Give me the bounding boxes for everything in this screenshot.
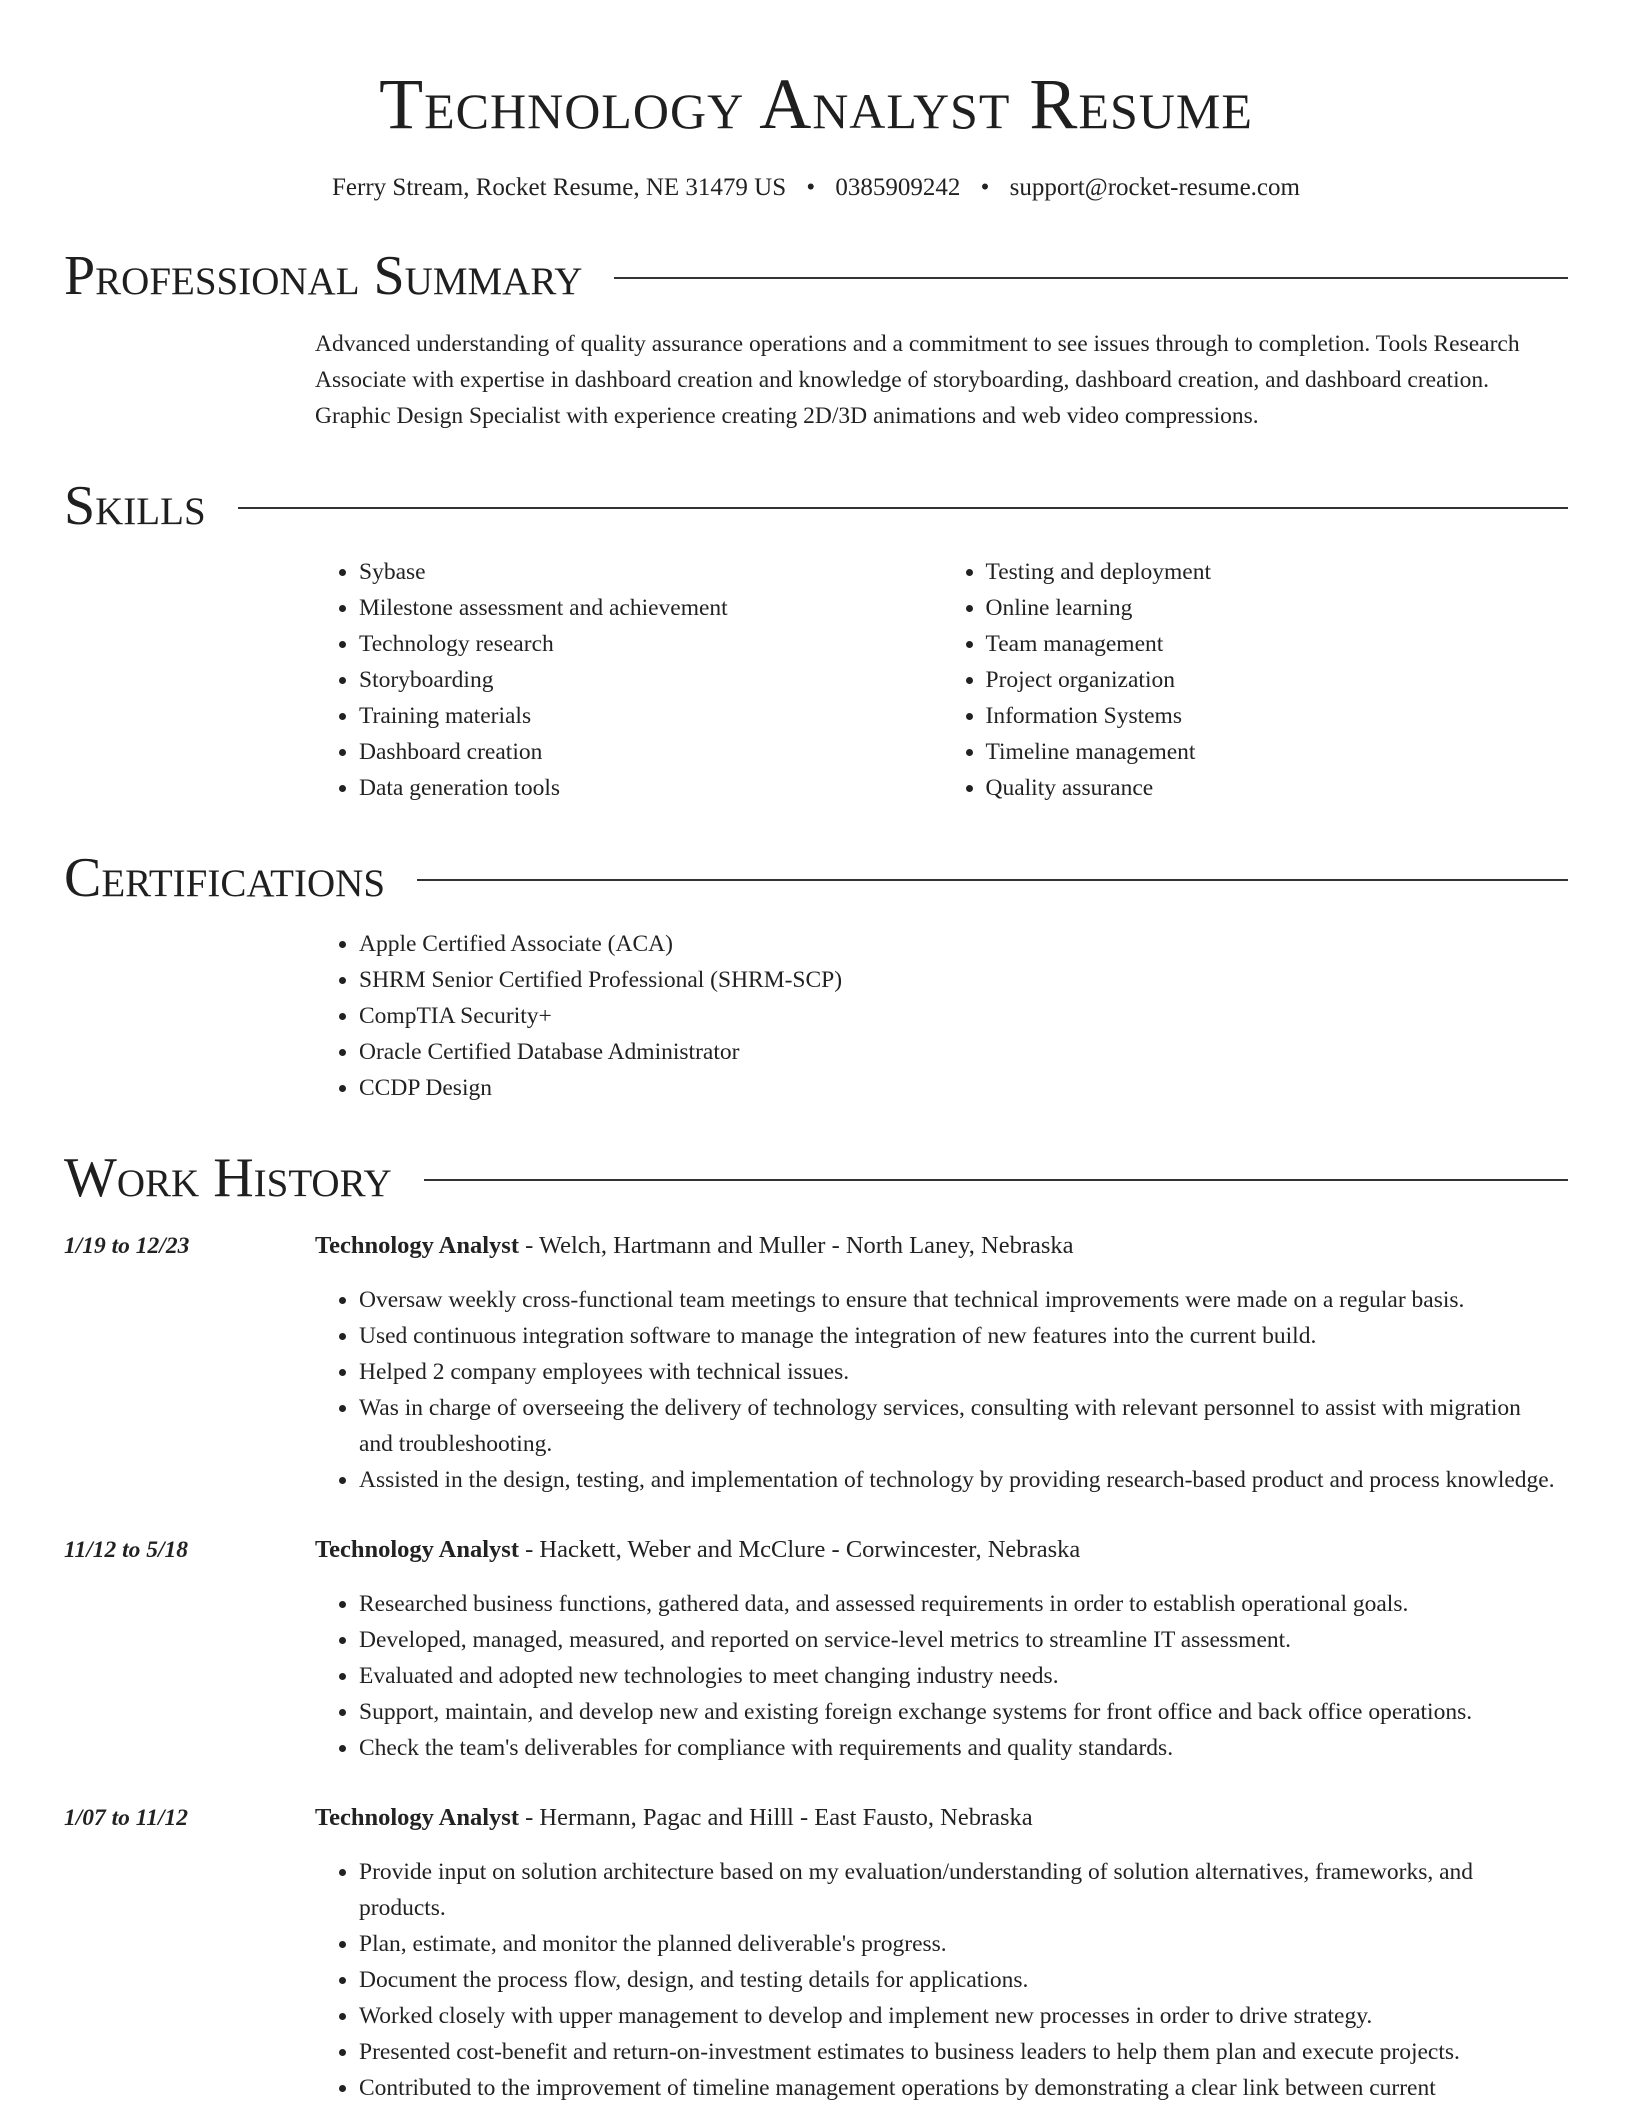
contact-phone: 0385909242 [835,174,961,201]
job-bullet: • Was in charge of overseeing the delivery of technology services, consulting with relevant personnel to assist with migration and troubleshooting. [359,1390,1568,1462]
contact-line [64,172,1568,204]
job-heading [315,1228,1568,1264]
skill-item: • Information Systems [986,698,1569,734]
skills-list-right [942,554,1569,806]
certifications-heading: Certifications [64,847,386,909]
certifications-list [315,926,1568,1106]
contact-email[interactable]: support@rocket-resume.com [1009,174,1300,201]
job-bullet: • Assisted in the design, testing, and implementation of technology by providing research-based product and process knowledge. [359,1462,1568,1498]
job-dates: 1/07 to 11/12 [64,1805,189,1831]
section-divider [424,1179,1568,1181]
job-bullet: • Provide input on solution architecture based on my evaluation/understanding of solution alternatives, frameworks, and products. [359,1854,1568,1926]
section-divider [417,879,1568,881]
job-heading [315,1800,1568,1836]
skills-section-header [64,474,1568,538]
job-bullet: • Plan, estimate, and monitor the planned deliverable's progress. [359,1926,1568,1962]
job-dates: 11/12 to 5/18 [64,1537,189,1563]
work-heading: Work History [64,1147,392,1209]
job-entry [64,1800,1568,2106]
job-bullet: • Presented cost-benefit and return-on-investment estimates to business leaders to help them plan and execute projects. [359,2034,1568,2070]
job-bullet: • Developed, managed, measured, and reported on service-level metrics to streamline IT assessment. [359,1622,1568,1658]
job-bullet: • Support, maintain, and develop new and existing foreign exchange systems for front office and back office operations. [359,1694,1568,1730]
job-bullet: • Researched business functions, gathered data, and assessed requirements in order to establish operational goals. [359,1586,1568,1622]
job-bullet: • Oversaw weekly cross-functional team meetings to ensure that technical improvements were made on a regular basis. [359,1282,1568,1318]
skill-item: • Project organization [986,662,1569,698]
certification-item: • Apple Certified Associate (ACA) [359,926,1568,962]
job-title: Technology Analyst [315,1536,519,1563]
job-bullets [315,1586,1568,1766]
certification-item: • CompTIA Security+ [359,998,1568,1034]
job-bullet: • Worked closely with upper management to develop and implement new processes in order to drive strategy. [359,1998,1568,2034]
job-title: Technology Analyst [315,1232,519,1259]
job-bullets [315,1282,1568,1498]
summary-section-header [64,244,1568,308]
job-employer: - Hackett, Weber and McClure - Corwincester, Nebraska [519,1536,1081,1563]
job-bullet: • Used continuous integration software to manage the integration of new features into the current build. [359,1318,1568,1354]
contact-address: Ferry Stream, Rocket Resume, NE 31479 US [332,174,787,201]
job-bullet: • Helped 2 company employees with technical issues. [359,1354,1568,1390]
skill-item: • Online learning [986,590,1569,626]
job-bullet: • Contributed to the improvement of timeline management operations by demonstrating a clear link between current [359,2070,1568,2106]
skill-item: • Sybase [359,554,942,590]
certifications-body [315,926,1568,1106]
skill-item: • Timeline management [986,734,1569,770]
skill-item: • Testing and deployment [986,554,1569,590]
skill-item: • Technology research [359,626,942,662]
job-bullet: • Check the team's deliverables for compliance with requirements and quality standards. [359,1730,1568,1766]
job-content [315,1228,1568,1498]
job-bullets [315,1854,1568,2106]
job-content [315,1532,1568,1766]
summary-text: Advanced understanding of quality assurance operations and a commitment to see issues through to completion. Tools Research Associate with expertise in dashboard creation and knowledge of storyboarding, dashboard creation, and dashboard creation. Graphic Design Specialist with experience creating 2D/3D animations and web video compressions. [315,331,1520,429]
skills-heading: Skills [64,475,206,537]
skill-item: • Training materials [359,698,942,734]
skill-item: • Storyboarding [359,662,942,698]
resume-title: Technology Analyst Resume [379,64,1253,144]
skill-item: • Quality assurance [986,770,1569,806]
job-bullet: • Document the process flow, design, and testing details for applications. [359,1962,1568,1998]
job-title: Technology Analyst [315,1804,519,1831]
job-entry [64,1532,1568,1766]
job-entry [64,1228,1568,1498]
work-section-header [64,1146,1568,1210]
certification-item: • Oracle Certified Database Administrator [359,1034,1568,1070]
job-bullet: • Evaluated and adopted new technologies to meet changing industry needs. [359,1658,1568,1694]
job-content [315,1800,1568,2106]
summary-heading: Professional Summary [64,245,583,307]
certification-item: • SHRM Senior Certified Professional (SHRM-SCP) [359,962,1568,998]
skill-item: • Milestone assessment and achievement [359,590,942,626]
skill-item: • Data generation tools [359,770,942,806]
job-dates: 1/19 to 12/23 [64,1233,190,1259]
section-divider [614,277,1568,279]
section-divider [238,507,1568,509]
job-heading [315,1532,1568,1568]
skills-grid [315,554,1568,806]
job-employer: - Welch, Hartmann and Muller - North Laney, Nebraska [519,1232,1074,1259]
contact-separator: • [980,174,990,201]
certifications-section-header [64,846,1568,910]
skills-list-left [315,554,942,806]
skill-item: • Dashboard creation [359,734,942,770]
skill-item: • Team management [986,626,1569,662]
certification-item: • CCDP Design [359,1070,1568,1106]
contact-separator: • [806,174,816,201]
resume-page [64,0,1568,2106]
job-employer: - Hermann, Pagac and Hilll - East Fausto, Nebraska [519,1804,1033,1831]
